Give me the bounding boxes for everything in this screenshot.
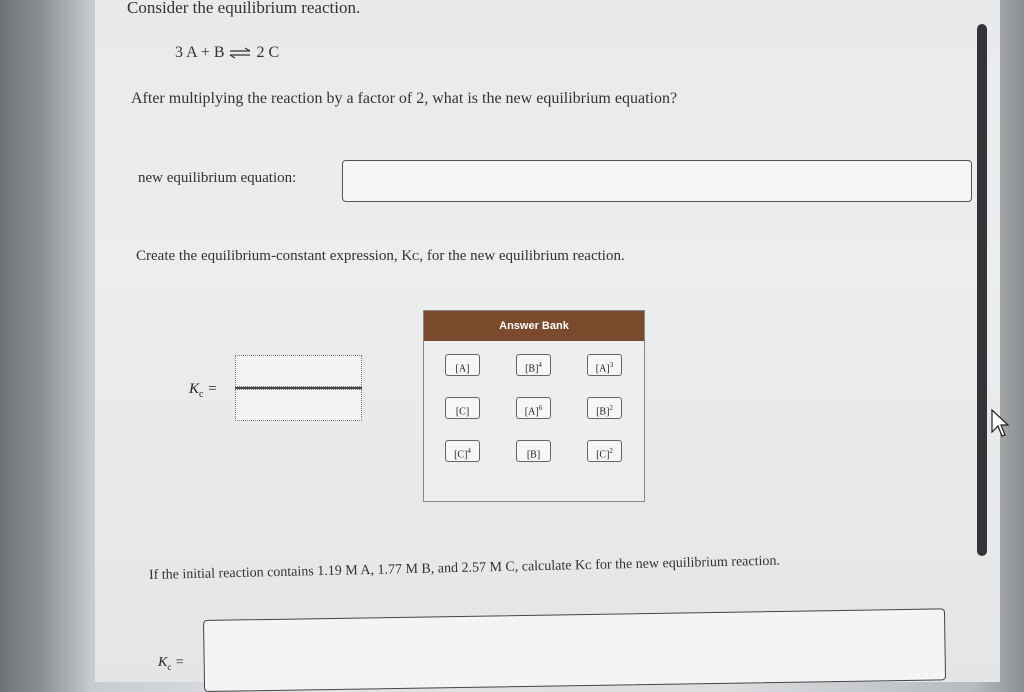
answer-chip[interactable]: [A] [445,354,480,376]
kc-result-equals: = [174,655,185,670]
answer-bank [423,310,645,502]
answer-chip[interactable]: $[B]^4$ [516,354,551,376]
mouse-cursor-icon [990,408,1010,438]
answer-chip[interactable]: [C] [445,397,480,419]
kc-numerator-dropzone[interactable] [235,355,362,387]
kc-result-label [158,655,184,672]
kc-prompt: Create the equilibrium-constant expression, Kᴄ, for the new equilibrium reaction. [136,248,625,264]
answer-chip[interactable]: $[B]^2$ [587,397,622,419]
answer-chip[interactable]: $[C]^2$ [587,440,622,462]
kc-equals: = [207,381,218,397]
vertical-scrollbar[interactable] [977,24,987,556]
answer-bank-title: Answer Bank [424,311,644,341]
intro-text: Consider the equilibrium reaction. [127,0,361,17]
kc-result-symbol: K [158,655,168,670]
reaction-right: 2 C [256,44,280,61]
multiply-question: After multiplying the reaction by a factor of 2, what is the new equilibrium equation? [131,90,678,107]
answer-chip[interactable]: $[C]^4$ [445,440,480,462]
answer-chip[interactable]: $[A]^3$ [587,354,622,376]
reaction-left: 3 A + B [175,44,225,61]
reaction-equation [175,44,279,62]
new-equation-label: new equilibrium equation: [138,170,297,186]
kc-symbol: K [189,381,200,397]
answer-chip[interactable]: $[A]^6$ [516,397,551,419]
kc-label [189,381,217,400]
kc-denominator-dropzone[interactable] [235,389,362,421]
kc-result-input[interactable] [203,608,946,692]
kc-subscript: c [199,389,204,400]
calculation-prompt: If the initial reaction contains 1.19 M A, 1.77 M B, and 2.57 M C, calculate Kᴄ for the new equilibrium reaction. [148,553,781,583]
equilibrium-arrows-icon [228,47,252,59]
answer-chip[interactable]: [B] [516,440,551,462]
new-equation-input[interactable] [342,160,972,202]
kc-result-subscript: c [167,661,172,672]
